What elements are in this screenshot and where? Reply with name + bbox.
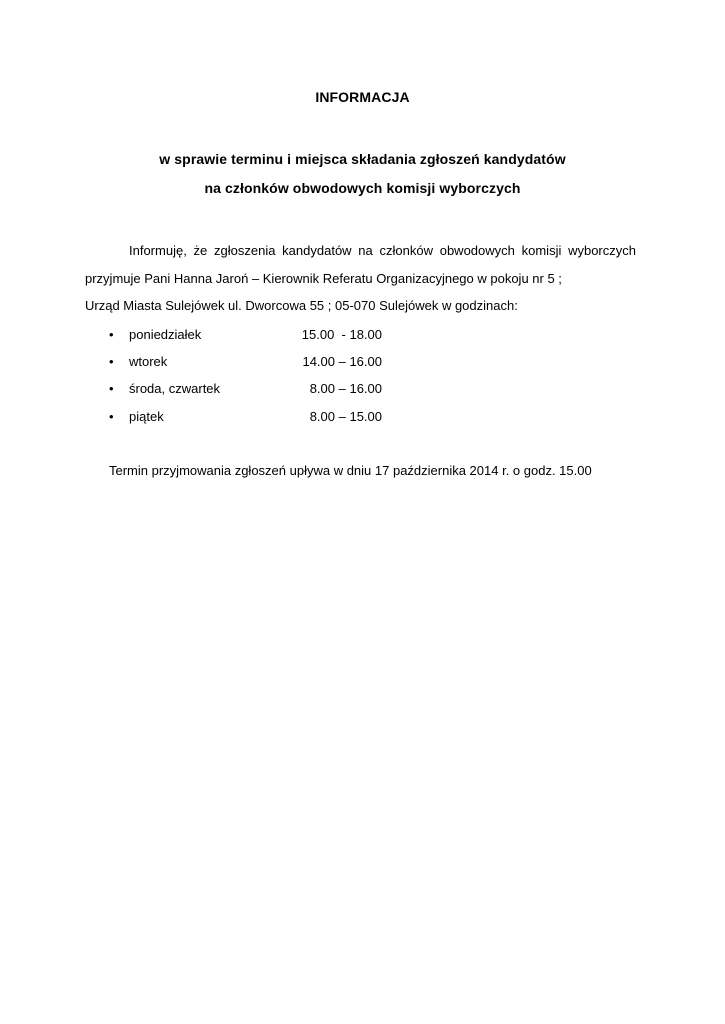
office-hours-time: 8.00 – 16.00 [309,381,382,396]
office-hours-day: piątek [129,409,164,424]
office-hours-day: środa, czwartek [129,381,221,396]
bullet-icon: • [109,354,114,369]
document-subtitle-line2: na członków obwodowych komisji wyborczych [204,180,521,196]
paragraph-line-2: przyjmuje Pani Hanna Jaroń – Kierownik Referatu Organizacyjnego w pokoju nr 5 ; [85,271,562,286]
office-hours-item [0,326,725,344]
office-hours-item [0,408,725,426]
office-hours-time: 8.00 – 15.00 [309,409,382,424]
bullet-icon: • [109,409,114,424]
office-hours-day: poniedziałek [129,327,202,342]
office-hours-time: 14.00 – 16.00 [302,354,382,369]
office-hours-item [0,353,725,371]
office-hours-time: 15.00 - 18.00 [301,327,382,342]
document-subtitle-line1: w sprawie terminu i miejsca składania zgłoszeń kandydatów [159,151,566,167]
office-hours-item [0,380,725,398]
paragraph-line-3: Urząd Miasta Sulejówek ul. Dworcowa 55 ; 05-070 Sulejówek w godzinach: [85,298,518,313]
office-hours-day: wtorek [129,354,168,369]
bullet-icon: • [109,327,114,342]
paragraph-line-1: Informuję, że zgłoszenia kandydatów na członków obwodowych komisji wyborczych [129,243,636,258]
deadline-note: Termin przyjmowania zgłoszeń upływa w dniu 17 października 2014 r. o godz. 15.00 [109,463,592,478]
document-title: INFORMACJA [315,89,410,105]
bullet-icon: • [109,381,114,396]
